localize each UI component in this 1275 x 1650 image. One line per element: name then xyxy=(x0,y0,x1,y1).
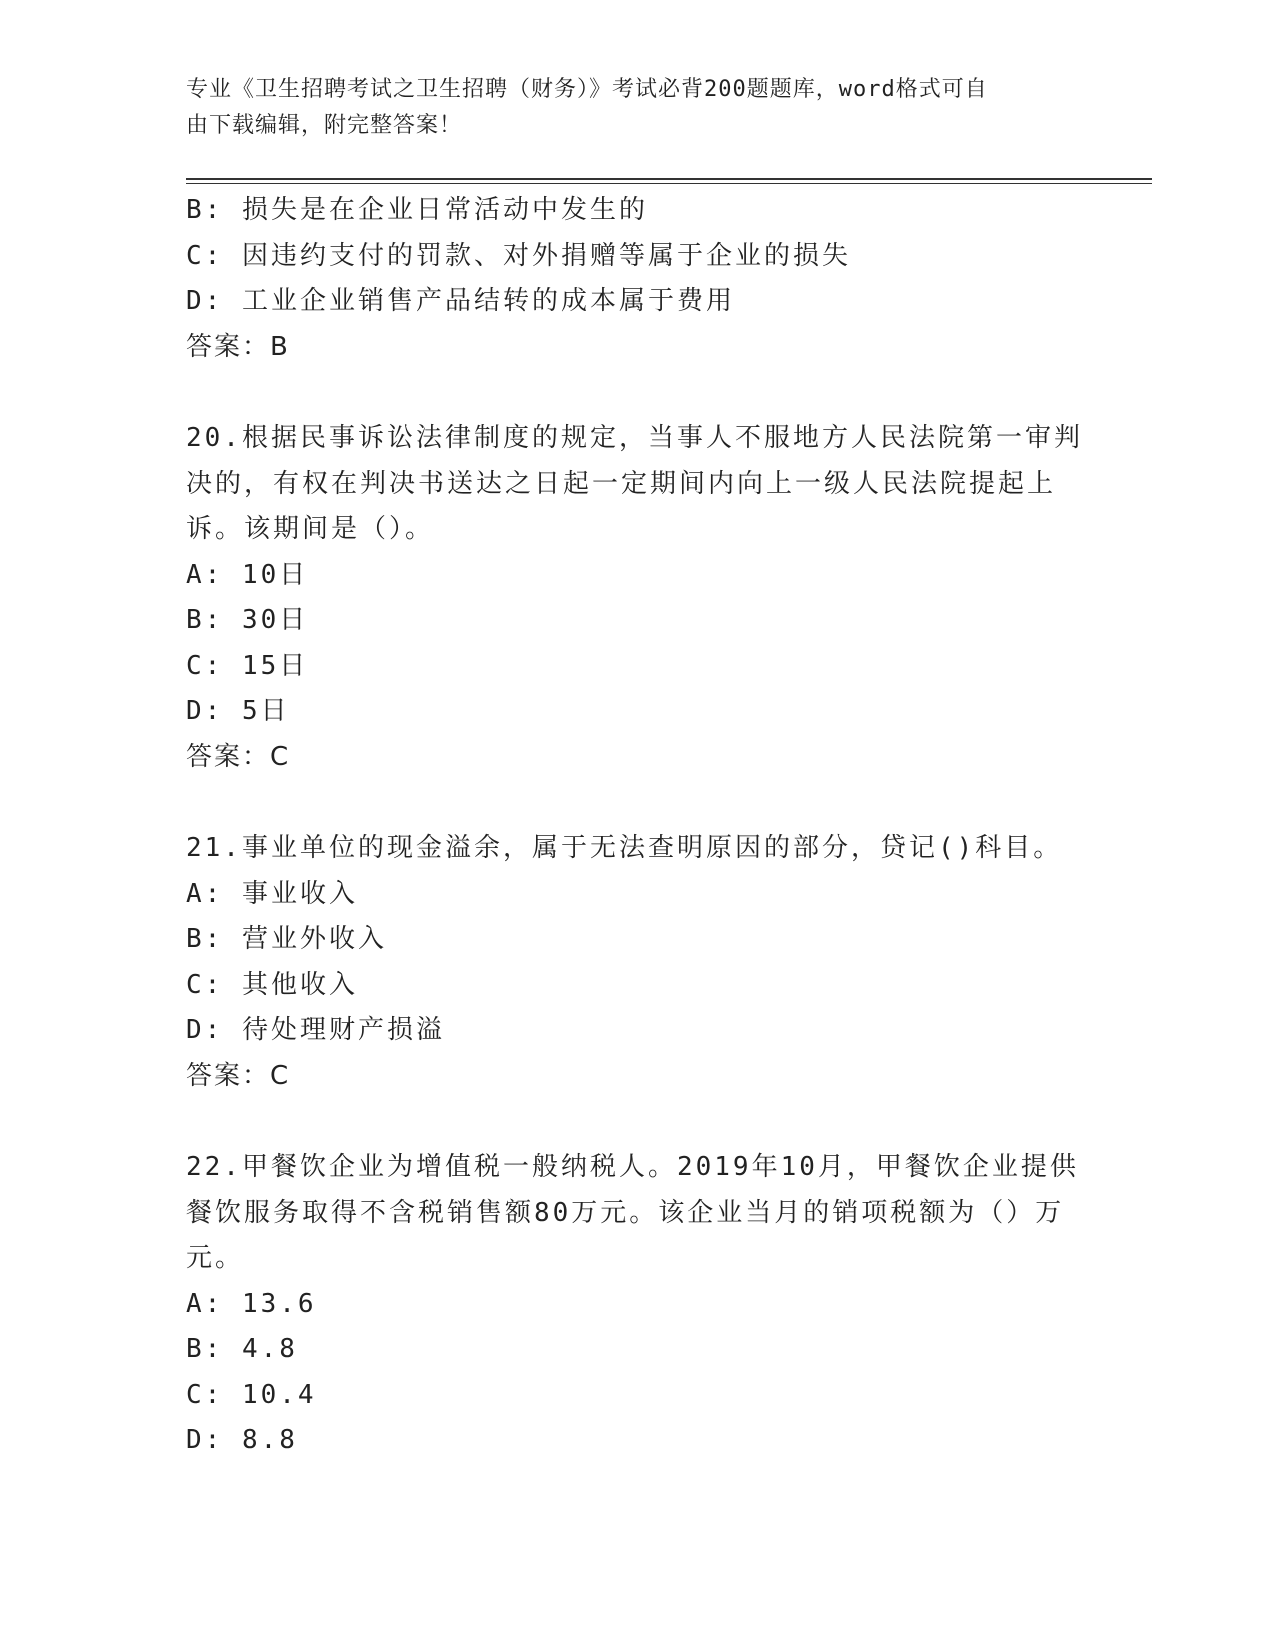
question-text: 20.根据民事诉讼法律制度的规定，当事人不服地方人民法院第一审判 xyxy=(186,423,1083,453)
question-text: 元。 xyxy=(186,1243,245,1273)
header-line-1: 专业《卫生招聘考试之卫生招聘（财务）》考试必背200题题库，word格式可自 xyxy=(186,77,988,102)
document-header xyxy=(186,72,1066,144)
option-a: A: 事业收入 xyxy=(186,878,358,909)
question-text: 诉。该期间是（）。 xyxy=(186,514,435,544)
option-b: B: 30日 xyxy=(186,605,309,635)
continued-question xyxy=(186,188,1086,370)
option-c: C: 其他收入 xyxy=(186,969,358,1000)
option-d: D: 8.8 xyxy=(186,1425,298,1455)
answer: 答案：B xyxy=(186,331,290,362)
option-b: B: 营业外收入 xyxy=(186,924,387,954)
question-text: 21.事业单位的现金溢余，属于无法查明原因的部分，贷记()科目。 xyxy=(186,833,1063,863)
question-text: 决的，有权在判决书送达之日起一定期间内向上一级人民法院提起上 xyxy=(186,468,1057,499)
option-d: D: 5日 xyxy=(186,696,290,726)
option-d: D: 工业企业销售产品结转的成本属于费用 xyxy=(186,286,735,316)
option-c: C: 10.4 xyxy=(186,1379,317,1410)
header-rule-thin xyxy=(186,183,1152,184)
question-list xyxy=(186,188,1086,1464)
question-text: 22.甲餐饮企业为增值税一般纳税人。2019年10月，甲餐饮企业提供 xyxy=(186,1152,1079,1182)
option-c: C: 因违约支付的罚款、对外捐赠等属于企业的损失 xyxy=(186,240,851,271)
question-20 xyxy=(186,416,1086,780)
option-b: B: 4.8 xyxy=(186,1334,298,1364)
header-rule-thick xyxy=(186,178,1152,180)
option-a: A: 10日 xyxy=(186,559,309,590)
header-line-2: 由下载编辑，附完整答案！ xyxy=(186,113,463,138)
question-22 xyxy=(186,1145,1086,1464)
option-d: D: 待处理财产损溢 xyxy=(186,1015,445,1045)
option-c: C: 15日 xyxy=(186,650,309,681)
answer: 答案：C xyxy=(186,741,291,772)
question-text: 餐饮服务取得不含税销售额80万元。该企业当月的销项税额为（）万 xyxy=(186,1197,1065,1228)
option-a: A: 13.6 xyxy=(186,1288,317,1319)
answer: 答案：C xyxy=(186,1060,291,1091)
question-21 xyxy=(186,826,1086,1099)
option-b: B: 损失是在企业日常活动中发生的 xyxy=(186,195,648,225)
